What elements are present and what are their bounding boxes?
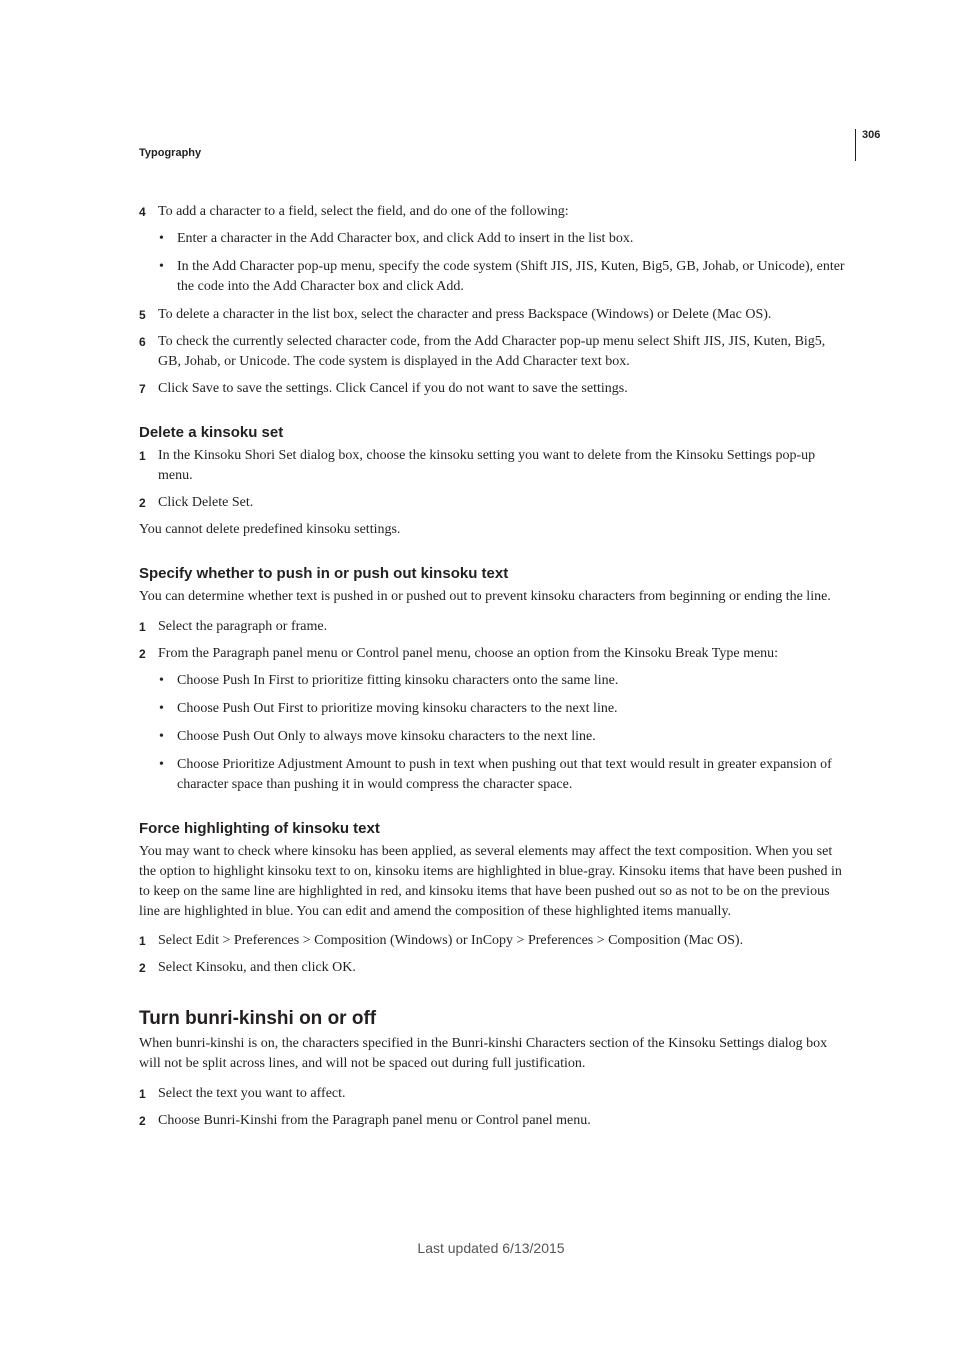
step-text: In the Kinsoku Shori Set dialog box, choose the kinsoku setting you want to delete from the Kinsoku Settings pop-up menu. (158, 448, 816, 483)
page-number: 306 (862, 129, 881, 141)
step-text: To delete a character in the list box, select the character and press Backspace (Windows) or Delete (Mac OS). (158, 307, 772, 322)
intro-paragraph: You may want to check where kinsoku has been applied, as several elements may affect the text composition. When you set the option to highlight kinsoku text to on, kinsoku items are highlighted in blue-gray. Kinsoku items that have been pushed in to keep on the same line are highlighted in red, and kinsoku items that have been pushed out so as not to be on the previous line are highlighted in blue. You can edit and amend the composition of these highlighted items manually. (139, 844, 842, 919)
step-5 (139, 305, 851, 325)
step-2 (139, 644, 851, 664)
step-6 (139, 332, 851, 372)
bullet-icon: • (159, 729, 164, 744)
bullet-item (139, 699, 851, 719)
bullet-text: In the Add Character pop-up menu, specify the code system (Shift JIS, JIS, Kuten, Big5, GB, Johab, or Unicode), enter the code into the Add Character box and click Add. (177, 259, 845, 294)
bullet-icon: • (159, 757, 164, 772)
bullet-item (139, 671, 851, 691)
step-text: To add a character to a field, select the field, and do one of the following: (158, 204, 569, 219)
step-number: 1 (139, 1087, 146, 1101)
step-1 (139, 931, 851, 951)
bullet-icon: • (159, 231, 164, 246)
header-rule (855, 129, 856, 161)
step-number: 1 (139, 934, 146, 948)
bullet-icon: • (159, 701, 164, 716)
bullet-item (139, 257, 851, 297)
step-2 (139, 493, 851, 513)
step-1 (139, 617, 851, 637)
step-number: 2 (139, 496, 146, 510)
bullet-icon: • (159, 259, 164, 274)
step-number: 2 (139, 647, 146, 661)
bullet-item (139, 229, 851, 249)
step-number: 1 (139, 449, 146, 463)
step-1 (139, 446, 851, 486)
step-number: 7 (139, 382, 146, 396)
section-heading-push: Specify whether to push in or push out kinsoku text (139, 565, 509, 582)
step-text: Select Edit > Preferences > Composition (Windows) or InCopy > Preferences > Composition (Mac OS). (158, 933, 744, 948)
step-number: 4 (139, 205, 146, 219)
section-heading-delete-set: Delete a kinsoku set (139, 424, 284, 441)
step-text: Choose Bunri-Kinshi from the Paragraph panel menu or Control panel menu. (158, 1113, 591, 1128)
step-2 (139, 958, 851, 978)
bullet-item (139, 755, 851, 795)
note-paragraph: You cannot delete predefined kinsoku settings. (139, 522, 401, 537)
step-number: 1 (139, 620, 146, 634)
bullet-text: Choose Push In First to prioritize fitting kinsoku characters onto the same line. (177, 673, 619, 688)
step-number: 5 (139, 308, 146, 322)
step-text: Select Kinsoku, and then click OK. (158, 960, 356, 975)
bullet-text: Choose Push Out First to prioritize moving kinsoku characters to the next line. (177, 701, 618, 716)
page-content (139, 202, 851, 1138)
step-7 (139, 379, 851, 399)
section-heading-bunri: Turn bunri-kinshi on or off (139, 1008, 377, 1029)
running-header-section: Typography (139, 147, 202, 159)
step-text: Select the paragraph or frame. (158, 619, 328, 634)
bullet-text: Choose Prioritize Adjustment Amount to push in text when pushing out that text would result in greater expansion of character space than pushing it in would compress the character space. (177, 757, 832, 792)
bullet-text: Choose Push Out Only to always move kinsoku characters to the next line. (177, 729, 596, 744)
step-number: 2 (139, 1114, 146, 1128)
step-1 (139, 1084, 851, 1104)
step-number: 6 (139, 335, 146, 349)
bullet-icon: • (159, 673, 164, 688)
intro-paragraph: You can determine whether text is pushed in or pushed out to prevent kinsoku characters from beginning or ending the line. (139, 589, 831, 604)
step-text: Click Delete Set. (158, 495, 254, 510)
step-4 (139, 202, 851, 222)
step-number: 2 (139, 961, 146, 975)
step-text: Select the text you want to affect. (158, 1086, 346, 1101)
section-heading-highlight: Force highlighting of kinsoku text (139, 820, 380, 837)
step-text: To check the currently selected character code, from the Add Character pop-up menu select Shift JIS, JIS, Kuten, Big5, GB, Johab, or Unicode. The code system is displayed in the Add Character text box. (158, 334, 826, 369)
step-text: Click Save to save the settings. Click Cancel if you do not want to save the settings. (158, 381, 628, 396)
step-2 (139, 1111, 851, 1131)
step-text: From the Paragraph panel menu or Control panel menu, choose an option from the Kinsoku Break Type menu: (158, 646, 779, 661)
bullet-item (139, 727, 851, 747)
bullet-text: Enter a character in the Add Character box, and click Add to insert in the list box. (177, 231, 634, 246)
intro-paragraph: When bunri-kinshi is on, the characters specified in the Bunri-kinshi Characters section of the Kinsoku Settings dialog box will not be split across lines, and will not be spaced out during full justification. (139, 1036, 828, 1071)
footer-last-updated: Last updated 6/13/2015 (417, 1240, 565, 1256)
